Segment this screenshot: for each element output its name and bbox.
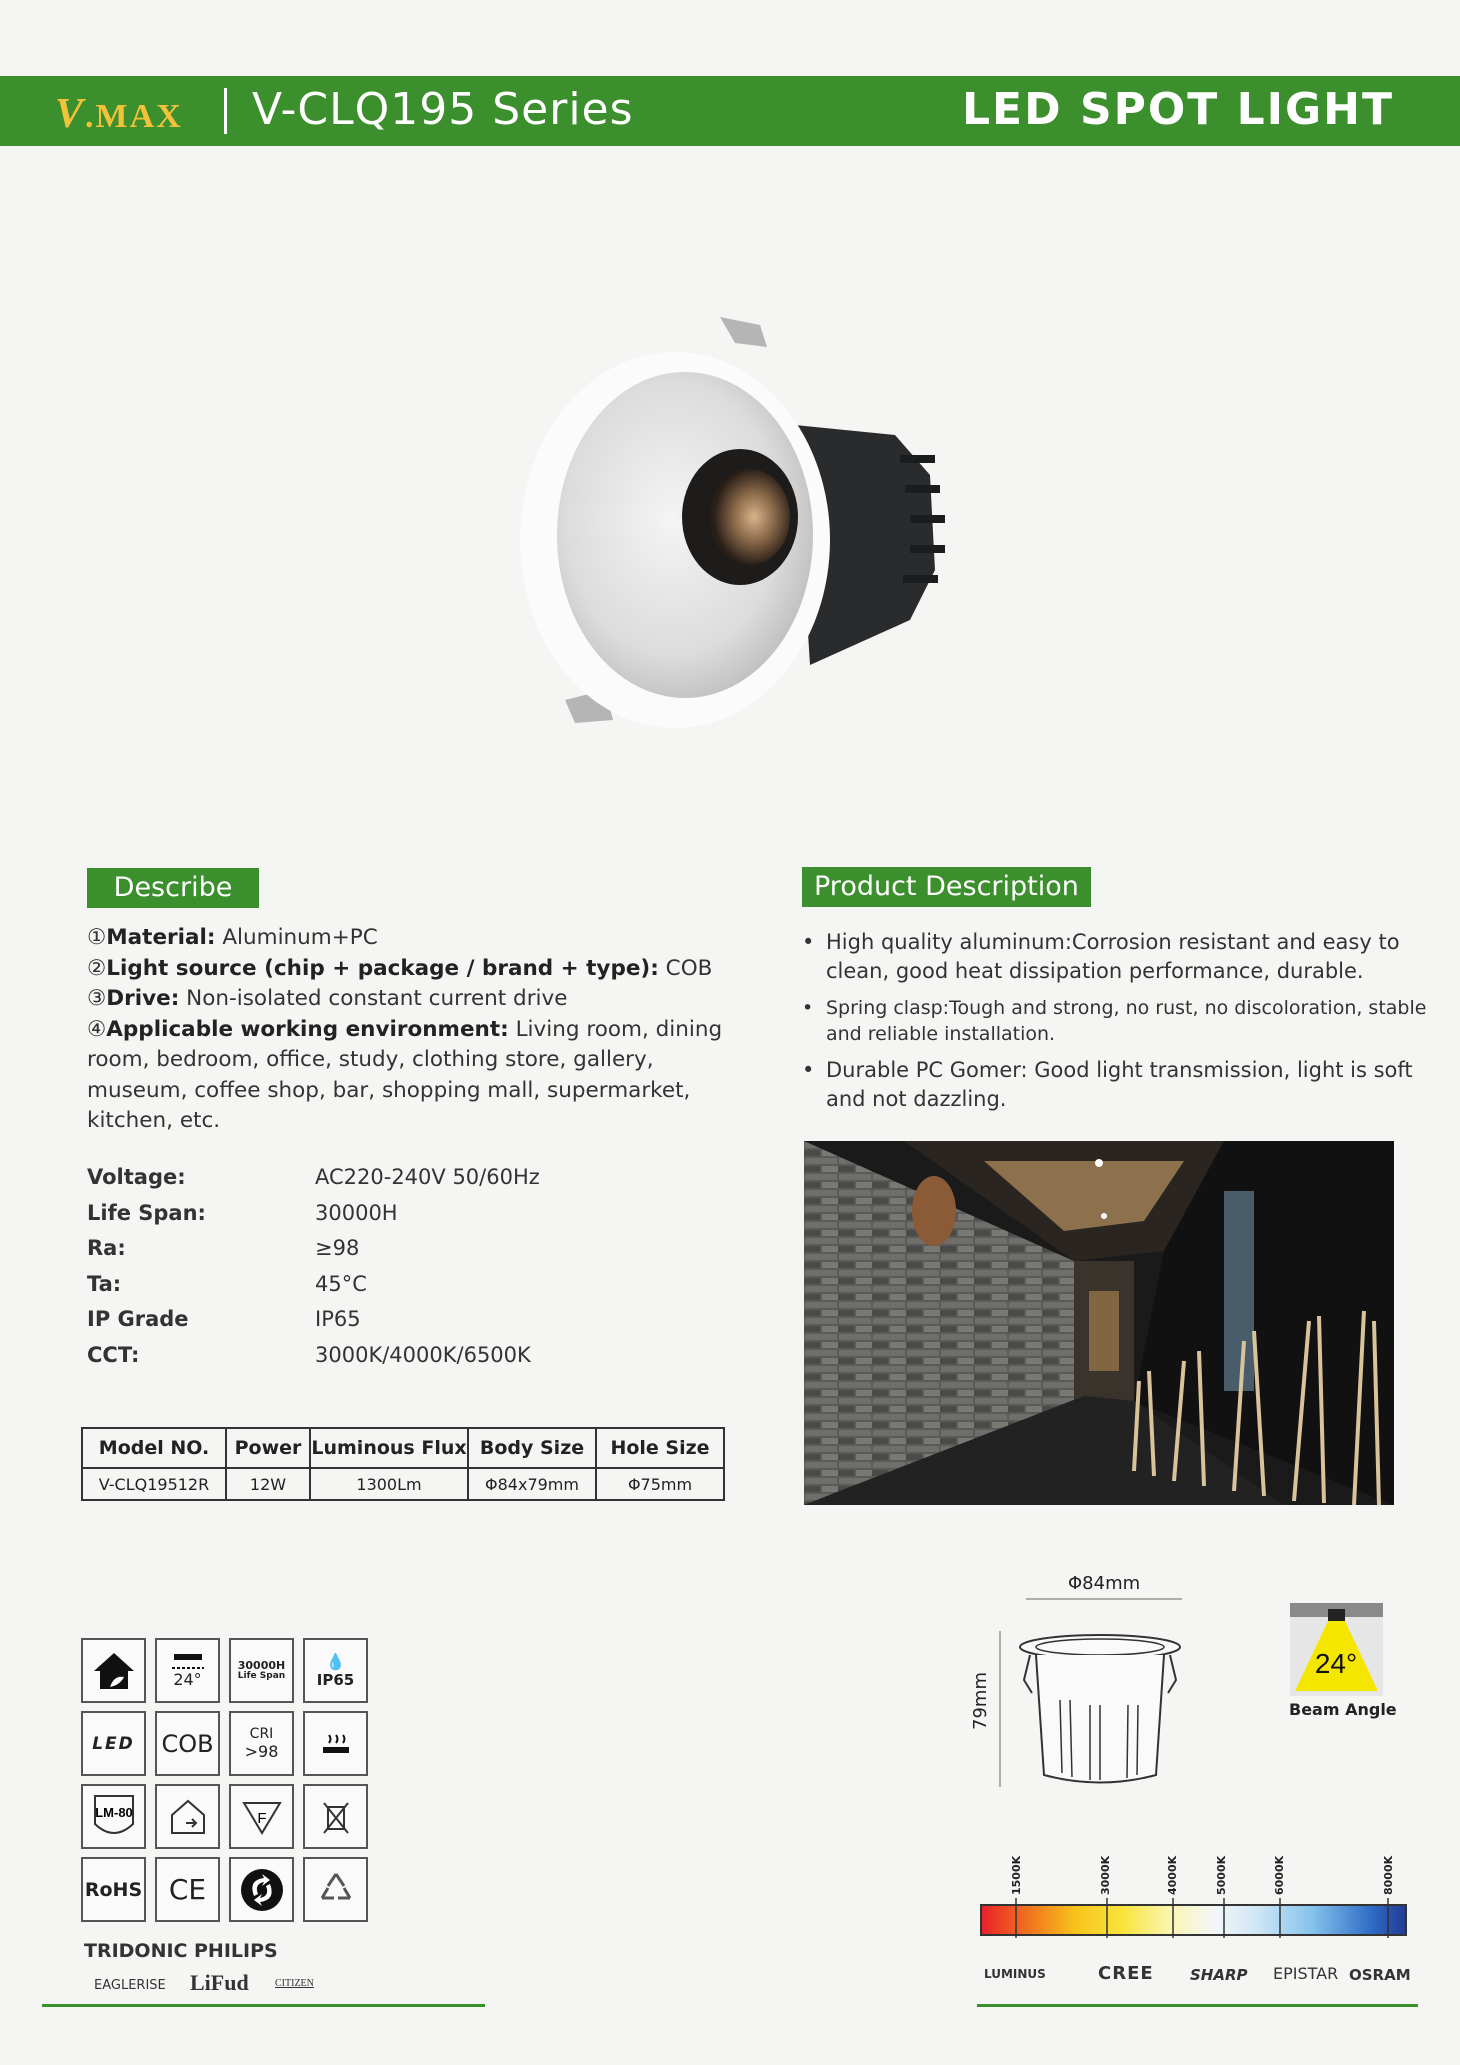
table-header-row xyxy=(82,1428,724,1468)
life-span-icon: 30000H Life Span xyxy=(229,1638,294,1703)
brand-citizen: CITIZEN xyxy=(275,1978,314,1989)
table-header: Model NO. xyxy=(82,1428,226,1468)
brand-lifud: LiFud xyxy=(190,1970,249,1995)
list-item: • Durable PC Gomer: Good light transmission, light is soft and not dazzling. xyxy=(800,1056,1430,1114)
describe-heading: Describe xyxy=(87,868,259,908)
table-header: Power xyxy=(226,1428,310,1468)
footer-rule-right xyxy=(977,2004,1418,2007)
beam-angle-icon: 24° xyxy=(155,1638,220,1703)
describe-item-light-source: ②Light source (chip + package / brand + type): COB xyxy=(87,955,713,981)
list-item: • Spring clasp:Tough and strong, no rust, no discoloration, stable and reliable installation. xyxy=(800,995,1430,1047)
spec-list xyxy=(87,1165,647,1378)
brand-logo: V.MAX xyxy=(55,91,183,137)
product-description-heading: Product Description xyxy=(802,867,1091,907)
indoor-use-icon xyxy=(155,1784,220,1849)
describe-list xyxy=(87,923,747,1137)
spec-cct: CCT: 3000K/4000K/6500K xyxy=(87,1342,531,1367)
describe-item-drive: ③Drive: Non-isolated constant current drive xyxy=(87,986,568,1011)
green-dot-icon xyxy=(229,1857,294,1922)
rohs-icon: RoHS xyxy=(81,1857,146,1922)
cct-tick-label: 4000K xyxy=(1166,1855,1179,1895)
cct-tick-label: 3000K xyxy=(1099,1855,1112,1895)
cct-tick-label: 8000K xyxy=(1382,1855,1395,1895)
model-table xyxy=(81,1427,725,1501)
spec-ra: Ra: ≥98 xyxy=(87,1236,360,1260)
category-title: LED SPOT LIGHT xyxy=(962,84,1394,135)
spec-ta: Ta: 45°C xyxy=(87,1271,367,1296)
svg-text:LM-80: LM-80 xyxy=(94,1804,133,1820)
led-icon: LED xyxy=(81,1711,146,1776)
table-header: Hole Size xyxy=(596,1428,724,1468)
f-mark-icon xyxy=(229,1784,294,1849)
brand-cree: CREE xyxy=(1098,1963,1154,1984)
brand-osram: OSRAM xyxy=(1349,1966,1411,1984)
cct-tick-label: 1500K xyxy=(1010,1855,1023,1895)
spec-ip-grade: IP Grade IP65 xyxy=(87,1307,361,1331)
cct-tick-label: 6000K xyxy=(1273,1855,1286,1895)
table-cell: Φ75mm xyxy=(596,1468,724,1500)
brand-philips: PHILIPS xyxy=(194,1940,278,1962)
weee-bin-icon xyxy=(303,1784,368,1849)
table-cell: 1300Lm xyxy=(310,1468,468,1500)
application-scene-image xyxy=(804,1141,1394,1505)
table-cell: V-CLQ19512R xyxy=(82,1468,226,1500)
cct-bar-dividers xyxy=(980,1898,1407,1942)
table-cell: Φ84x79mm xyxy=(468,1468,596,1500)
cct-tick-label: 5000K xyxy=(1215,1855,1228,1895)
recycle-icon xyxy=(303,1857,368,1922)
spec-voltage: Voltage: AC220-240V 50/60Hz xyxy=(87,1165,540,1189)
beam-angle-diagram xyxy=(1290,1603,1383,1696)
brand-luminus: LUMINUS xyxy=(984,1967,1046,1981)
dimension-height-label: 79mm xyxy=(970,1672,991,1730)
list-item: • High quality aluminum:Corrosion resistant and easy to clean, good heat dissipation performance, durable. xyxy=(800,928,1430,986)
product-description-list xyxy=(800,928,1430,1123)
series-title: V-CLQ195 Series xyxy=(252,84,634,135)
describe-item-environment: ④Applicable working environment: Living room, dining room, bedroom, office, study, clothing store, gallery, museum, coffee shop, bar, shopping mall, supermarket, kitchen, etc. xyxy=(87,1016,723,1133)
ip65-icon: 💧 IP65 xyxy=(303,1638,368,1703)
beam-angle-label: Beam Angle xyxy=(1289,1700,1397,1719)
footer-rule-left xyxy=(42,2004,485,2007)
table-header: Body Size xyxy=(468,1428,596,1468)
heat-dissipation-icon xyxy=(303,1711,368,1776)
brand-eaglerise: EAGLERISE xyxy=(94,1978,166,1993)
header-divider xyxy=(224,88,227,134)
brand-tridonic: TRIDONIC xyxy=(84,1940,188,1962)
svg-text:F: F xyxy=(256,1809,267,1827)
brand-sharp: SHARP xyxy=(1190,1966,1248,1984)
table-cell: 12W xyxy=(226,1468,310,1500)
table-header: Luminous Flux xyxy=(310,1428,468,1468)
table-row xyxy=(82,1468,724,1500)
spec-life-span: Life Span: 30000H xyxy=(87,1200,398,1225)
dimension-drawing xyxy=(990,1595,1190,1795)
ce-icon: CE xyxy=(155,1857,220,1922)
product-image xyxy=(505,305,965,735)
cri-icon: CRI >98 xyxy=(229,1711,294,1776)
dimension-width-label: Φ84mm xyxy=(1068,1573,1141,1594)
brand-epistar: EPISTAR xyxy=(1273,1964,1339,1983)
lm80-icon xyxy=(81,1784,146,1849)
cob-icon: COB xyxy=(155,1711,220,1776)
describe-item-material: ①Material: Aluminum+PC xyxy=(87,925,378,950)
svg-text:24°: 24° xyxy=(1314,1648,1358,1679)
indoor-home-icon xyxy=(81,1638,146,1703)
